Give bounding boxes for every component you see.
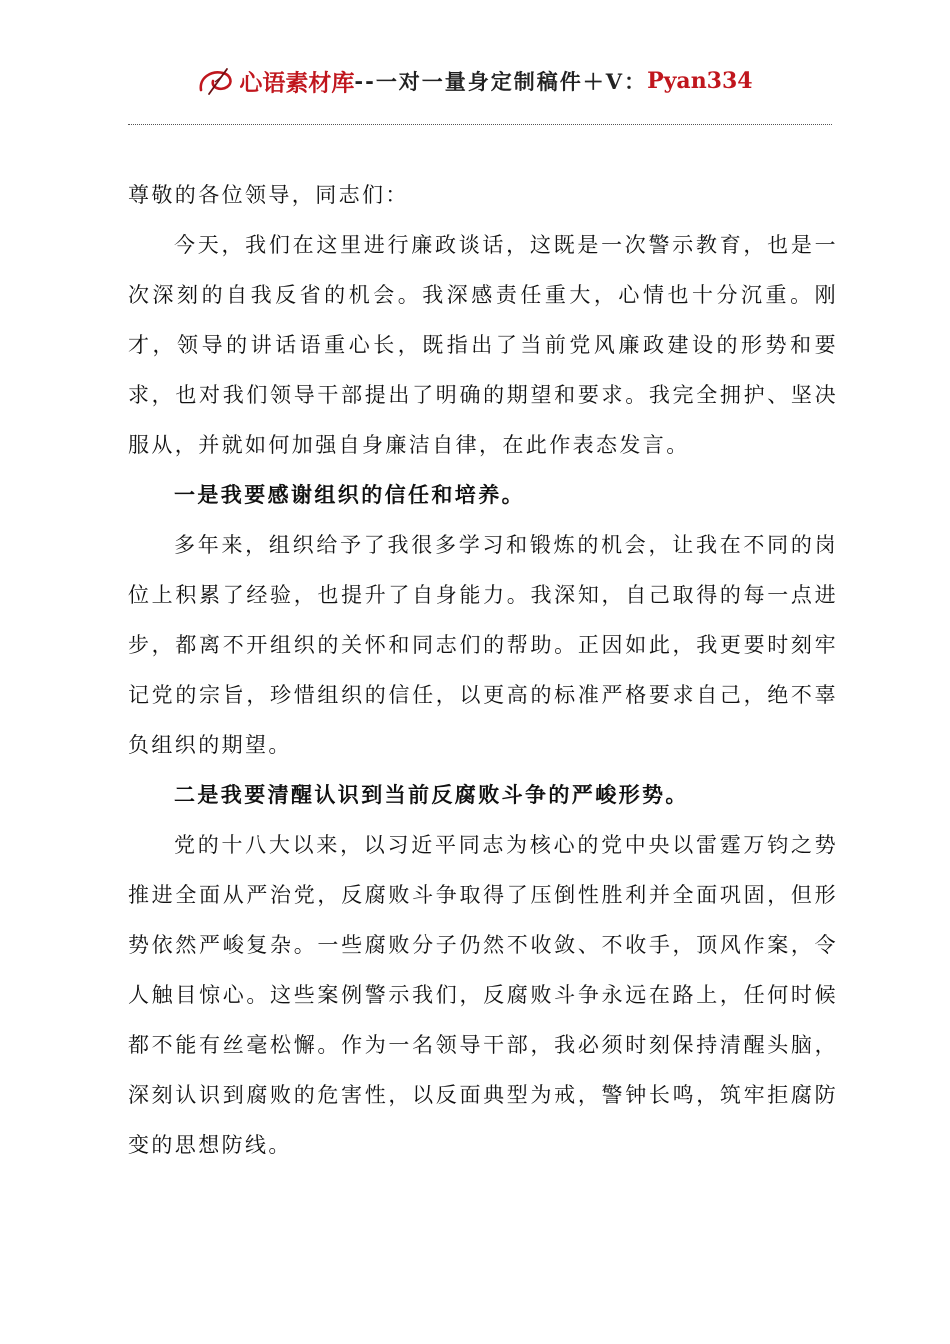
header-slogan: 一对一量身定制稿件＋V： (375, 69, 648, 94)
paragraph-section-2: 党的十八大以来，以习近平同志为核心的党中央以雷霆万钧之势推进全面从严治党，反腐败斗争取得了压倒性胜利并全面巩固，但形势依然严峻复杂。一些腐败分子仍然不收敛、不收手，顶风作案，令人触目惊心。这些案例警示我们，反腐败斗争永远在路上，任何时候都不能有丝毫松懈。作为一名领导干部，我必须时刻保持清醒头脑，深刻认识到腐败的危害性，以反面典型为戒，警钟长鸣，筑牢拒腐防变的思想防线。 (128, 833, 838, 1157)
paragraph-intro: 今天，我们在这里进行廉政谈话，这既是一次警示教育，也是一次深刻的自我反省的机会。我深感责任重大，心情也十分沉重。刚才，领导的讲话语重心长，既指出了当前党风廉政建设的形势和要求，也对我们领导干部提出了明确的期望和要求。我完全拥护、坚决服从，并就如何加强自身廉洁自律，在此作表态发言。 (128, 233, 838, 457)
document-body (128, 170, 838, 1170)
salutation: 尊敬的各位领导，同志们： (128, 183, 409, 207)
header-divider (128, 124, 832, 125)
section-heading-2: 二是我要清醒认识到当前反腐败斗争的严峻形势。 (174, 782, 689, 807)
page-header (0, 64, 950, 104)
section-heading-1: 一是我要感谢组织的信任和培养。 (174, 482, 525, 507)
quill-pen-swirl-icon (197, 64, 237, 98)
contact-id: Pyan334 (647, 68, 753, 94)
brand-name: 心语素材库 (239, 69, 355, 97)
paragraph-section-1: 多年来，组织给予了我很多学习和锻炼的机会，让我在不同的岗位上积累了经验，也提升了自身能力。我深知，自己取得的每一点进步，都离不开组织的关怀和同志们的帮助。正因如此，我更要时刻牢记党的宗旨，珍惜组织的信任，以更高的标准严格要求自己，绝不辜负组织的期望。 (128, 533, 838, 757)
header-separator: -- (354, 68, 376, 94)
